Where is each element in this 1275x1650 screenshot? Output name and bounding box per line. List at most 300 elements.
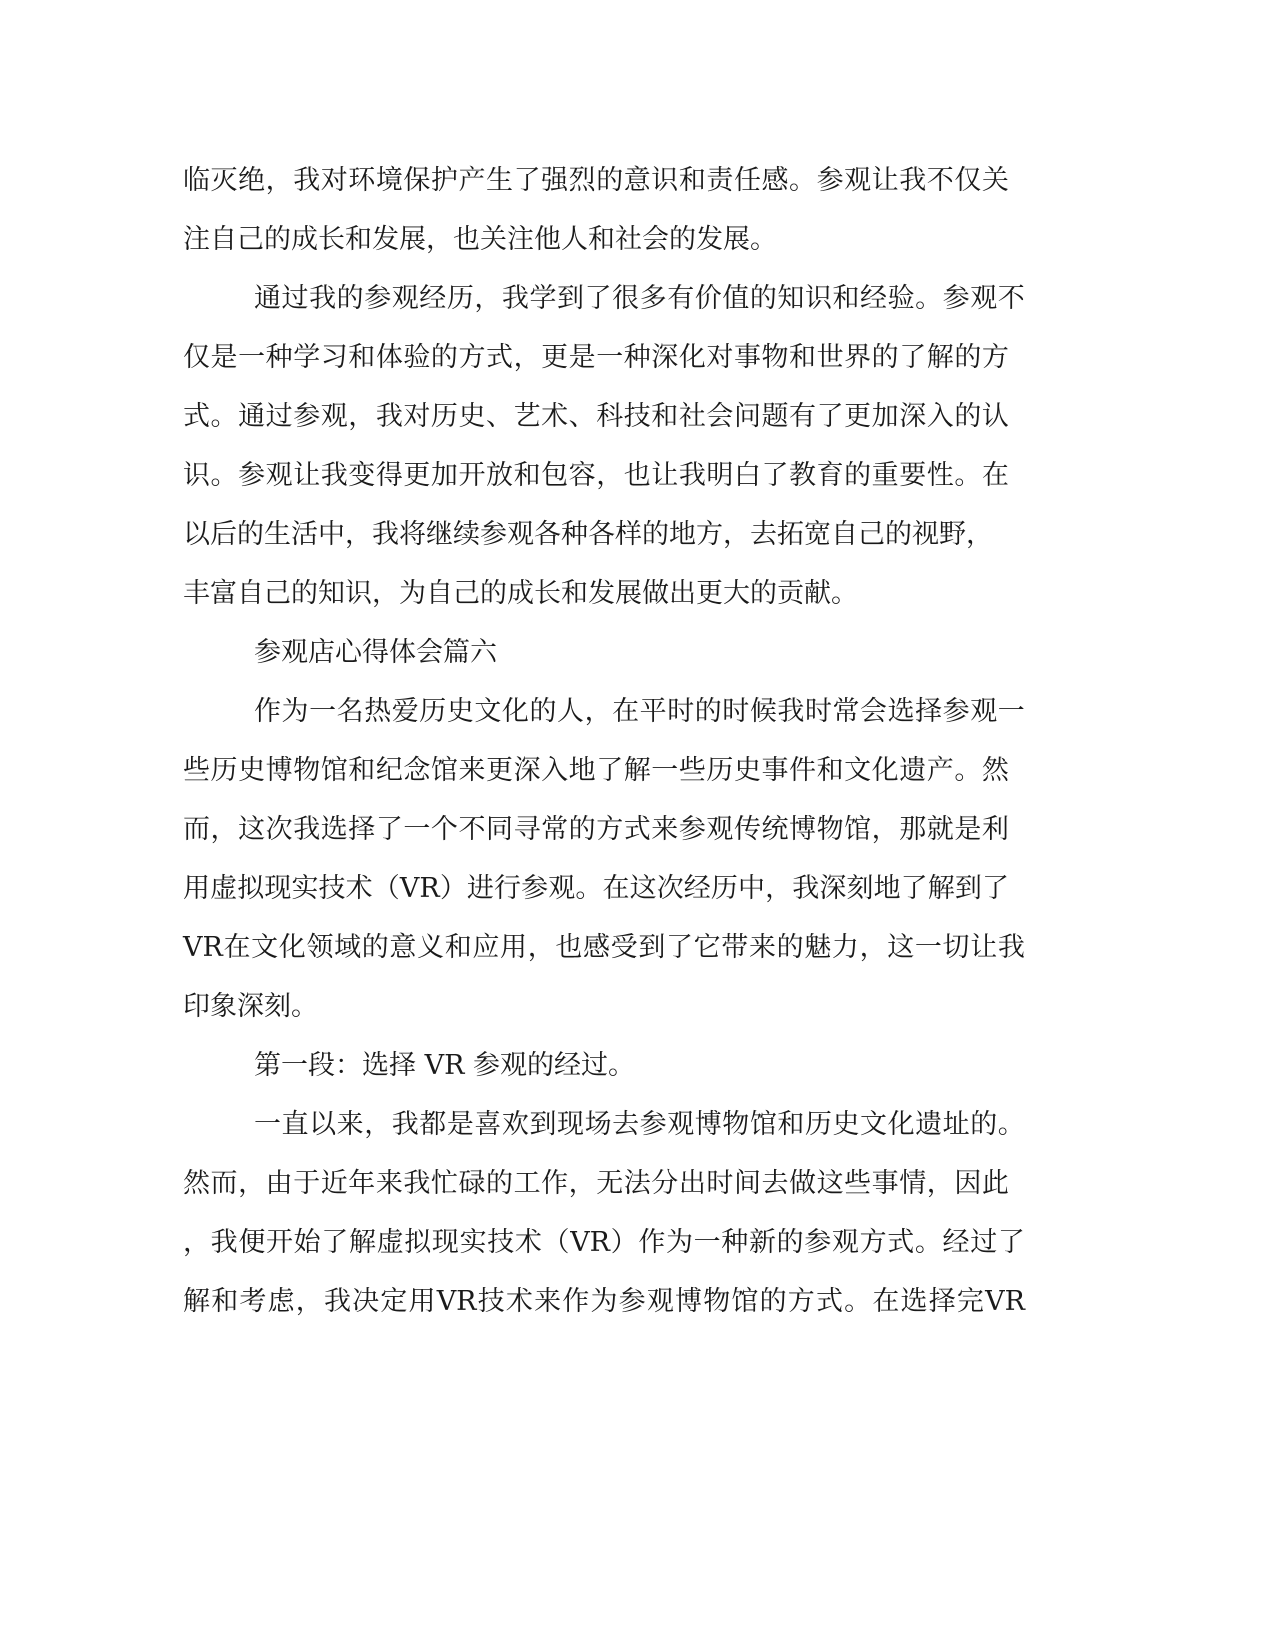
text-token: 虚 (210, 873, 238, 904)
text-token: 后 (210, 519, 237, 550)
text-token: 解 (927, 873, 955, 904)
text-token: ， (966, 519, 993, 550)
text-token: 入 (926, 401, 954, 432)
text-token: 验 (887, 283, 915, 314)
text-token: 来 (375, 1168, 403, 1199)
text-token: 用 (500, 932, 528, 963)
text-token: 了 (761, 460, 789, 491)
text-token: 识 (183, 460, 210, 491)
text-token: 和 (832, 283, 860, 314)
text-token: 物 (816, 814, 844, 845)
text-token: 文 (860, 1109, 888, 1140)
text-token: 化 (871, 755, 899, 786)
text-token: 参 (942, 696, 970, 727)
text-token: 更 (403, 460, 431, 491)
text-token: 要 (899, 460, 927, 491)
text-token: 社 (678, 401, 706, 432)
text-token: 生 (486, 165, 514, 196)
text-token: 情 (899, 1168, 927, 1199)
text-token: 和 (513, 460, 541, 491)
text-token: 继 (426, 519, 453, 550)
text-token: 境 (375, 165, 403, 196)
text-line (183, 517, 993, 553)
text-token: 一 (596, 342, 624, 373)
text-token: 产 (458, 165, 486, 196)
text-token: 去 (761, 1168, 789, 1199)
text-token: 作 (254, 696, 281, 727)
text-token: 术 (505, 1286, 533, 1317)
text-line (183, 753, 1009, 789)
text-token: 多 (639, 283, 667, 314)
text-token: 经 (860, 283, 888, 314)
text-token: 史 (832, 1109, 860, 1140)
text-token: 加 (871, 401, 899, 432)
text-token: 址 (942, 1109, 970, 1140)
text-token: 让 (293, 460, 321, 491)
text-token: 各 (588, 519, 615, 550)
section-heading: 第一段：选择 VR 参观的经过。 (254, 1050, 635, 1081)
text-line (183, 458, 1009, 494)
text-token: ， (871, 814, 899, 845)
text-token: 参 (942, 283, 970, 314)
text-token: 也 (623, 460, 651, 491)
text-token: 我 (293, 814, 321, 845)
text-token: 域 (334, 932, 362, 963)
text-token: 拟 (404, 1227, 432, 1258)
text-token: VR (183, 932, 223, 963)
text-token: 己 (858, 519, 885, 550)
text-token: 带 (721, 932, 749, 963)
text-line (254, 1107, 1025, 1143)
text-token: 选 (900, 1286, 928, 1317)
text-token: 馆 (430, 755, 458, 786)
text-token: 是 (568, 342, 596, 373)
text-token: 这 (238, 814, 266, 845)
text-token: 经 (942, 1227, 970, 1258)
text-token: 史 (446, 696, 474, 727)
text-line (183, 871, 1009, 907)
text-token: 了 (584, 283, 612, 314)
text-token: 入 (541, 755, 569, 786)
text-token: 了 (321, 1227, 349, 1258)
text-token: 观 (706, 814, 734, 845)
text-token: 这 (816, 1168, 844, 1199)
text-token: 些 (844, 1168, 872, 1199)
text-token: 时 (804, 696, 832, 727)
text-token: 更 (541, 342, 569, 373)
text-token: ， (596, 460, 624, 491)
text-token: 续 (453, 519, 480, 550)
text-token: 的 (237, 519, 264, 550)
text-token: 解 (183, 1286, 210, 1317)
text-token: 烈 (568, 165, 596, 196)
text-token: 一 (914, 932, 942, 963)
text-token: 的 (954, 401, 982, 432)
text-token: 近 (320, 1168, 348, 1199)
text-token: 识 (804, 283, 832, 314)
text-token: 我 (899, 165, 927, 196)
text-token: 性 (926, 460, 954, 491)
text-token: 时 (722, 696, 750, 727)
text-token: 容 (568, 460, 596, 491)
text-token: （ (542, 1227, 570, 1258)
text-token: 化 (678, 342, 706, 373)
text-token: 和 (444, 932, 472, 963)
text-token: 有 (789, 401, 817, 432)
text-token: 识 (651, 165, 679, 196)
text-token: 观 (831, 1227, 859, 1258)
text-token: 而 (183, 814, 210, 845)
text-token: 让 (871, 165, 899, 196)
text-token: 我 (403, 1168, 431, 1199)
text-token: 利 (981, 814, 1009, 845)
text-token: 应 (472, 932, 500, 963)
text-token: 是 (446, 1109, 474, 1140)
text-token: 。 (844, 1286, 872, 1317)
text-token: 便 (238, 1227, 266, 1258)
text-token: 了 (997, 1227, 1025, 1258)
text-token: 来 (748, 932, 776, 963)
text-line (183, 163, 1009, 199)
text-token: 博 (265, 755, 293, 786)
text-token: VR (985, 1286, 1025, 1317)
text-token: 热 (364, 696, 392, 727)
text-token: 事 (761, 755, 789, 786)
text-token: 在 (872, 1286, 900, 1317)
text-token: 生 (264, 519, 291, 550)
text-token: 传 (733, 814, 761, 845)
text-token: 于 (293, 1168, 321, 1199)
text-token: ） (610, 1227, 638, 1258)
text-token: 的 (970, 1109, 998, 1140)
text-token: 护 (430, 165, 458, 196)
text-token: 方 (787, 1286, 815, 1317)
text-token: 一 (651, 755, 679, 786)
text-token: 选 (320, 814, 348, 845)
text-token: 值 (722, 283, 750, 314)
text-token: 人 (557, 696, 585, 727)
text-token: 技 (477, 1286, 505, 1317)
text-token: 为 (590, 1286, 618, 1317)
text-token: 参 (618, 1286, 646, 1317)
text-token: 的 (486, 1168, 514, 1199)
text-token: 很 (612, 283, 640, 314)
text-token: 无 (596, 1168, 624, 1199)
text-token: 始 (293, 1227, 321, 1258)
text-token: 。 (915, 283, 943, 314)
text-token: 博 (789, 814, 817, 845)
text-token: 也 (555, 932, 583, 963)
text-token: 馆 (320, 755, 348, 786)
text-token: 学 (293, 342, 321, 373)
text-token: 统 (761, 814, 789, 845)
text-token: 种 (561, 519, 588, 550)
text-token: 历 (446, 283, 474, 314)
text-line (254, 281, 1025, 317)
text-token: 由 (265, 1168, 293, 1199)
text-token: 作 (638, 1227, 666, 1258)
text-token: 和 (678, 165, 706, 196)
text-token: 观 (265, 460, 293, 491)
text-token: 候 (749, 696, 777, 727)
text-token: 深 (513, 755, 541, 786)
text-line: 印象深刻。 (183, 991, 318, 1022)
text-token: 参 (521, 873, 549, 904)
text-token: 技 (623, 401, 651, 432)
text-token: 视 (912, 519, 939, 550)
text-token: 实 (459, 1227, 487, 1258)
text-token: 和 (348, 755, 376, 786)
text-token: 育 (816, 460, 844, 491)
text-token: 白 (733, 460, 761, 491)
text-token: ， (210, 814, 238, 845)
text-token: 历 (804, 1109, 832, 1140)
text-token: 不 (997, 283, 1025, 314)
text-line (254, 694, 1025, 730)
text-token: 名 (336, 696, 364, 727)
text-token: 来 (458, 755, 486, 786)
text-token: 和 (777, 1109, 805, 1140)
text-token: 工 (513, 1168, 541, 1199)
text-token: 一 (693, 1227, 721, 1258)
text-token: 同 (486, 814, 514, 845)
text-token: 为 (281, 696, 309, 727)
text-token: 我 (323, 1286, 351, 1317)
text-token: 到 (638, 932, 666, 963)
text-token: 对 (706, 342, 734, 373)
text-token: 历 (710, 873, 738, 904)
text-token: 习 (320, 342, 348, 373)
text-token: 各 (534, 519, 561, 550)
text-token: 不 (926, 165, 954, 196)
text-token: 观 (844, 165, 872, 196)
text-token: ） (439, 873, 467, 904)
text-token: 观 (320, 401, 348, 432)
text-token: 明 (706, 460, 734, 491)
text-token: 用 (408, 1286, 436, 1317)
text-token: 我 (997, 932, 1025, 963)
text-line (183, 399, 1009, 435)
text-token: 分 (651, 1168, 679, 1199)
text-token: 深 (899, 401, 927, 432)
text-token: 野 (939, 519, 966, 550)
text-token: 解 (348, 1227, 376, 1258)
text-token: 参 (238, 460, 266, 491)
text-token: 以 (309, 1109, 337, 1140)
text-token: 了 (375, 814, 403, 845)
text-token: ， (238, 1168, 266, 1199)
text-token: 在 (223, 932, 251, 963)
text-token: 中 (738, 873, 766, 904)
text-token: 包 (541, 460, 569, 491)
text-token: 领 (306, 932, 334, 963)
text-token: 的 (694, 696, 722, 727)
text-token: 和 (348, 342, 376, 373)
text-token: 欢 (501, 1109, 529, 1140)
text-token: 在 (981, 460, 1009, 491)
text-line (183, 1284, 1025, 1320)
text-token: 念 (403, 755, 431, 786)
text-token: 将 (399, 519, 426, 550)
text-token: 拓 (777, 519, 804, 550)
text-token: 因 (954, 1168, 982, 1199)
text-token: 任 (733, 165, 761, 196)
text-token: 解 (926, 342, 954, 373)
text-token: 拟 (237, 873, 265, 904)
text-token: 方 (981, 342, 1009, 373)
text-token: 观 (507, 519, 534, 550)
text-token: 受 (610, 932, 638, 963)
text-token: 寻 (513, 814, 541, 845)
text-token: 我 (210, 1227, 238, 1258)
text-token: 出 (678, 1168, 706, 1199)
text-token: 去 (750, 519, 777, 550)
text-token: 观 (548, 873, 576, 904)
text-token: 界 (844, 342, 872, 373)
text-token: 的 (642, 519, 669, 550)
text-token: 活 (291, 519, 318, 550)
text-token: 年 (348, 1168, 376, 1199)
text-token: 择 (928, 1286, 956, 1317)
text-token: 仅 (183, 342, 210, 373)
text-token: ， (364, 1109, 392, 1140)
text-token: 都 (419, 1109, 447, 1140)
text-token: 了 (816, 401, 844, 432)
text-token: 参 (639, 1109, 667, 1140)
text-line (183, 930, 1025, 966)
text-token: 到 (529, 1109, 557, 1140)
text-token: 和 (816, 755, 844, 786)
text-token: 化 (887, 1109, 915, 1140)
text-token: ， (513, 342, 541, 373)
text-token: 魅 (804, 932, 832, 963)
text-token: 变 (348, 460, 376, 491)
text-token: 就 (926, 814, 954, 845)
text-token: 切 (942, 932, 970, 963)
text-token: 时 (706, 1168, 734, 1199)
text-line (183, 812, 1009, 848)
text-token: 产 (926, 755, 954, 786)
text-token: 遗 (899, 755, 927, 786)
text-token: 过 (970, 1227, 998, 1258)
text-token: 些 (678, 755, 706, 786)
text-token: 常 (541, 814, 569, 845)
text-token: 。 (954, 460, 982, 491)
text-token: 。 (789, 165, 817, 196)
text-token: 过 (281, 283, 309, 314)
text-line: 注自己的成长和发展，也关注他人和社会的发展。 (183, 224, 777, 255)
text-token: 开 (458, 460, 486, 491)
text-token: 次 (265, 814, 293, 845)
text-token: 方 (458, 342, 486, 373)
text-token: 馆 (844, 814, 872, 845)
text-token: 的 (871, 342, 899, 373)
text-token: 以 (183, 519, 210, 550)
text-token: ， (345, 519, 372, 550)
text-token: ， (859, 932, 887, 963)
text-token: 艺 (513, 401, 541, 432)
text-token: 关 (981, 165, 1009, 196)
text-line (183, 1225, 1025, 1261)
text-token: 。 (997, 1109, 1025, 1140)
text-token: 环 (348, 165, 376, 196)
text-token: 文 (844, 755, 872, 786)
text-token: VR (570, 1227, 611, 1258)
text-token: 去 (612, 1109, 640, 1140)
text-token: 时 (667, 696, 695, 727)
text-token: 放 (486, 460, 514, 491)
text-token: 碌 (458, 1168, 486, 1199)
text-token: 的 (759, 1286, 787, 1317)
text-token: 我 (391, 1109, 419, 1140)
text-token: 我 (320, 460, 348, 491)
text-token: 法 (623, 1168, 651, 1199)
text-token: ， (348, 401, 376, 432)
text-token: 来 (336, 1109, 364, 1140)
section-heading: 参观店心得体会篇六 (254, 637, 497, 668)
text-token: 意 (389, 932, 417, 963)
text-token: 一 (997, 696, 1025, 727)
text-token: 观 (667, 1109, 695, 1140)
text-token: 价 (694, 283, 722, 314)
text-token: 知 (777, 283, 805, 314)
text-token: 新 (748, 1227, 776, 1258)
text-token: 一 (309, 696, 337, 727)
text-token: 用 (183, 873, 210, 904)
text-token: 了 (900, 873, 928, 904)
text-token: ， (295, 1286, 323, 1317)
text-token: 会 (860, 696, 888, 727)
text-token: 中 (318, 519, 345, 550)
text-token: 一 (238, 342, 266, 373)
text-token: 件 (789, 755, 817, 786)
text-token: 史 (733, 755, 761, 786)
text-token: 择 (348, 814, 376, 845)
text-token: 我 (501, 283, 529, 314)
text-token: 的 (529, 696, 557, 727)
text-token: 的 (844, 460, 872, 491)
text-token: 保 (403, 165, 431, 196)
text-token: 博 (694, 1109, 722, 1140)
text-token: 一 (403, 814, 431, 845)
text-token: 的 (776, 1227, 804, 1258)
text-token: 认 (981, 401, 1009, 432)
text-token: 个 (430, 814, 458, 845)
text-token: 观 (970, 283, 998, 314)
text-token: 它 (693, 932, 721, 963)
text-token: 义 (417, 932, 445, 963)
text-token: 让 (970, 932, 998, 963)
text-line (183, 340, 1009, 376)
text-token: 术 (541, 401, 569, 432)
text-token: 作 (541, 1168, 569, 1199)
text-token: 了 (899, 342, 927, 373)
text-token: 解 (623, 755, 651, 786)
text-token: 强 (541, 165, 569, 196)
text-token: 馆 (749, 1109, 777, 1140)
text-token: 历 (210, 755, 238, 786)
text-token: 式 (486, 342, 514, 373)
text-token: 过 (265, 401, 293, 432)
text-token: 更 (486, 755, 514, 786)
text-token: 通 (238, 401, 266, 432)
text-token: 加 (430, 460, 458, 491)
text-token: 化 (278, 932, 306, 963)
text-token: 此 (981, 1168, 1009, 1199)
text-token: 物 (761, 342, 789, 373)
text-token: 我 (293, 165, 321, 196)
text-token: 了 (596, 755, 624, 786)
